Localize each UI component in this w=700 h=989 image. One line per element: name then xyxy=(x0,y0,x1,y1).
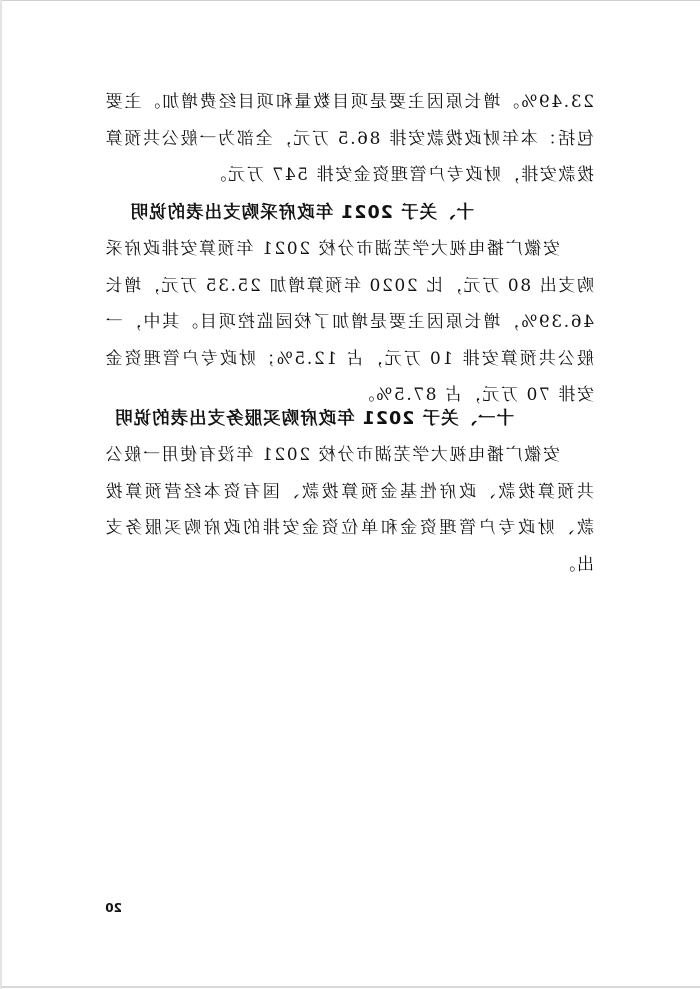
page-number: 20 xyxy=(105,901,122,915)
page-border-right xyxy=(0,0,2,989)
page-border-bottom xyxy=(0,986,700,988)
section-11-heading: 十一、关于 2021 年政府购买服务支出表的说明 xyxy=(114,409,514,429)
section-10-heading: 十、关于 2021 年政府采购支出表的说明 xyxy=(129,203,474,223)
section-10-body: 安徽广播电视大学芜湖市分校 2021 年预算安排政府采购支出 80 万元，比 2020 年预算增加 25.35 万元，增长 46.39%，增长原因主要是增加了校园监控项目。其中，一般公共预算安排 10 万元，占 12.5%；财政专户管理资金安排 70 万元，占 87.5%。 xyxy=(104,239,594,405)
page-border-top xyxy=(0,0,700,1)
section-11-body: 安徽广播电视大学芜湖市分校 2021 年没有使用一般公共预算拨款、政府性基金预算拨款、国有资本经营预算拨款、财政专户管理资金和单位资金安排的政府购买服务支出。 xyxy=(104,445,594,575)
paragraph-continuation: 23.49%。增长原因主要是项目数量和项目经费增加。主要包括：本年财政拨款安排 86.5 万元，全部为一般公共预算拨款安排，财政专户管理资金安排 547 万元。 xyxy=(104,92,594,185)
